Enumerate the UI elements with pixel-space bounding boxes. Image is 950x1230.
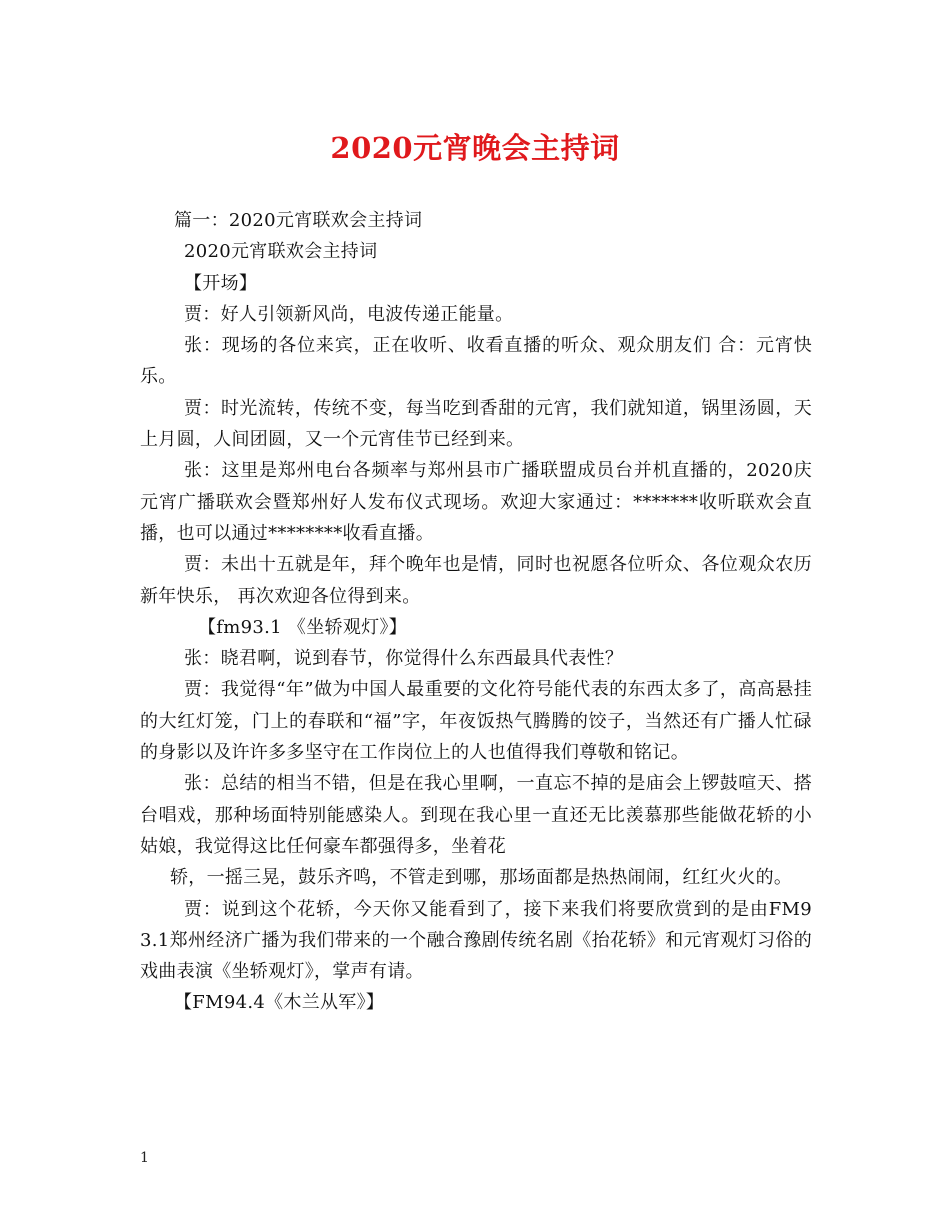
paragraph: 【开场】 (184, 272, 258, 294)
paragraph: 张：总结的相当不错，但是在我心里啊，一直忘不掉的是庙会上锣鼓喧天、搭台唱戏，那种场面特别能感染人。到现在我心里一直还无比羡慕那些能做花轿的小姑娘，我觉得这比任何豪车都强得多，坐着花 (140, 773, 812, 857)
paragraph: 贾：我觉得“年”做为中国人最重要的文化符号能代表的东西太多了，高高悬挂的大红灯笼，门上的春联和“福”字，年夜饭热气腾腾的饺子，当然还有广播人忙碌的身影以及许许多多坚守在工作岗位上的人也值得我们尊敬和铭记。 (140, 679, 812, 764)
paragraph: 张：现场的各位来宾，正在收听、收看直播的听众、观众朋友们 合：元宵快乐。 (140, 335, 812, 388)
paragraph: 轿，一摇三晃，鼓乐齐鸣，不管走到哪，那场面都是热热闹闹，红红火火的。 (170, 867, 793, 889)
paragraph: 2020元宵联欢会主持词 (184, 241, 378, 263)
page-number: 1 (140, 1150, 149, 1166)
paragraph: 张：晓君啊，说到春节，你觉得什么东西最具代表性？ (184, 648, 624, 670)
paragraph: 贾：时光流转，传统不变，每当吃到香甜的元宵，我们就知道，锅里汤圆，天上月圆，人间团圆，又一个元宵佳节已经到来。 (140, 397, 812, 451)
paragraph: 贾：未出十五就是年，拜个晚年也是情，同时也祝愿各位听众、各位观众农历新年快乐， 再次欢迎各位得到来。 (140, 554, 812, 607)
document-title: 2020元宵晚会主持词 (330, 131, 620, 165)
paragraph: 【FM94.4《木兰从军》】 (174, 992, 385, 1014)
paragraph: 篇一：2020元宵联欢会主持词 (174, 210, 423, 231)
paragraph: 贾：说到这个花轿，今天你又能看到了，接下来我们将要欣赏到的是由FM93.1郑州经济广播为我们带来的一个融合豫剧传统名剧《抬花轿》和元宵观灯习俗的戏曲表演《坐轿观灯》，掌声有请。 (140, 898, 812, 983)
paragraph: 张：这里是郑州电台各频率与郑州县市广播联盟成员台并机直播的，2020庆元宵广播联欢会暨郑州好人发布仪式现场。欢迎大家通过：*******收听联欢会直播，也可以通过********收看直播。 (140, 460, 812, 544)
paragraph: 贾：好人引领新风尚，电波传递正能量。 (184, 303, 514, 325)
paragraph: 【fm93.1 《坐轿观灯》】 (198, 616, 408, 638)
document-body (140, 205, 812, 1019)
